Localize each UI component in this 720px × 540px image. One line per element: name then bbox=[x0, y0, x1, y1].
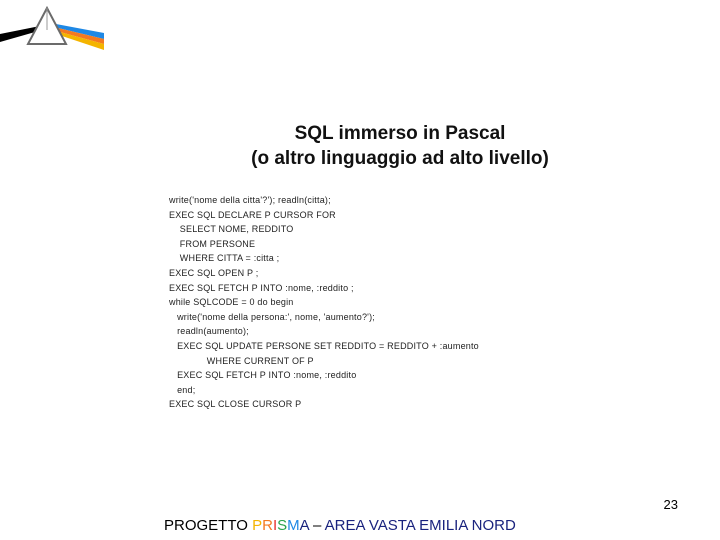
code-line: WHERE CITTA = :citta ; bbox=[169, 253, 280, 264]
footer-brand-letter: I bbox=[272, 517, 278, 534]
footer-suffix: AREA VASTA EMILIA NORD bbox=[324, 517, 516, 534]
code-line: while SQLCODE = 0 do begin bbox=[169, 297, 294, 308]
code-line: EXEC SQL UPDATE PERSONE SET REDDITO = REDDITO + :aumento bbox=[169, 340, 479, 351]
code-line: EXEC SQL FETCH P INTO :nome, :reddito bbox=[169, 370, 357, 381]
code-line: EXEC SQL DECLARE P CURSOR FOR bbox=[169, 209, 336, 220]
code-line: WHERE CURRENT OF P bbox=[169, 355, 314, 366]
footer-brand-letter: P bbox=[252, 517, 263, 534]
code-line: SELECT NOME, REDDITO bbox=[169, 224, 294, 235]
code-line: EXEC SQL OPEN P ; bbox=[169, 267, 259, 278]
slide-title: SQL immerso in Pascal bbox=[294, 123, 506, 144]
footer bbox=[164, 517, 516, 535]
footer-brand-letter: A bbox=[299, 517, 309, 534]
footer-prefix: PROGETTO bbox=[164, 517, 253, 534]
code-line: EXEC SQL CLOSE CURSOR P bbox=[169, 399, 302, 410]
footer-brand-letter: S bbox=[277, 517, 288, 534]
code-line: EXEC SQL FETCH P INTO :nome, :reddito ; bbox=[169, 282, 354, 293]
code-line: end; bbox=[169, 384, 196, 395]
footer-separator: – bbox=[308, 517, 325, 534]
code-line: readln(aumento); bbox=[169, 326, 249, 337]
code-block bbox=[169, 193, 479, 412]
prism-icon bbox=[0, 6, 104, 50]
footer-brand bbox=[252, 517, 309, 534]
footer-brand-letter: R bbox=[262, 517, 273, 534]
page-number: 23 bbox=[663, 497, 678, 512]
footer-brand-letter: M bbox=[287, 517, 300, 534]
code-line: write('nome della citta'?'); readln(citta); bbox=[169, 195, 331, 205]
code-line: write('nome della persona:', nome, 'aumento?'); bbox=[169, 311, 375, 322]
code-line: FROM PERSONE bbox=[169, 238, 256, 249]
slide-subtitle: (o altro linguaggio ad alto livello) bbox=[251, 148, 549, 169]
